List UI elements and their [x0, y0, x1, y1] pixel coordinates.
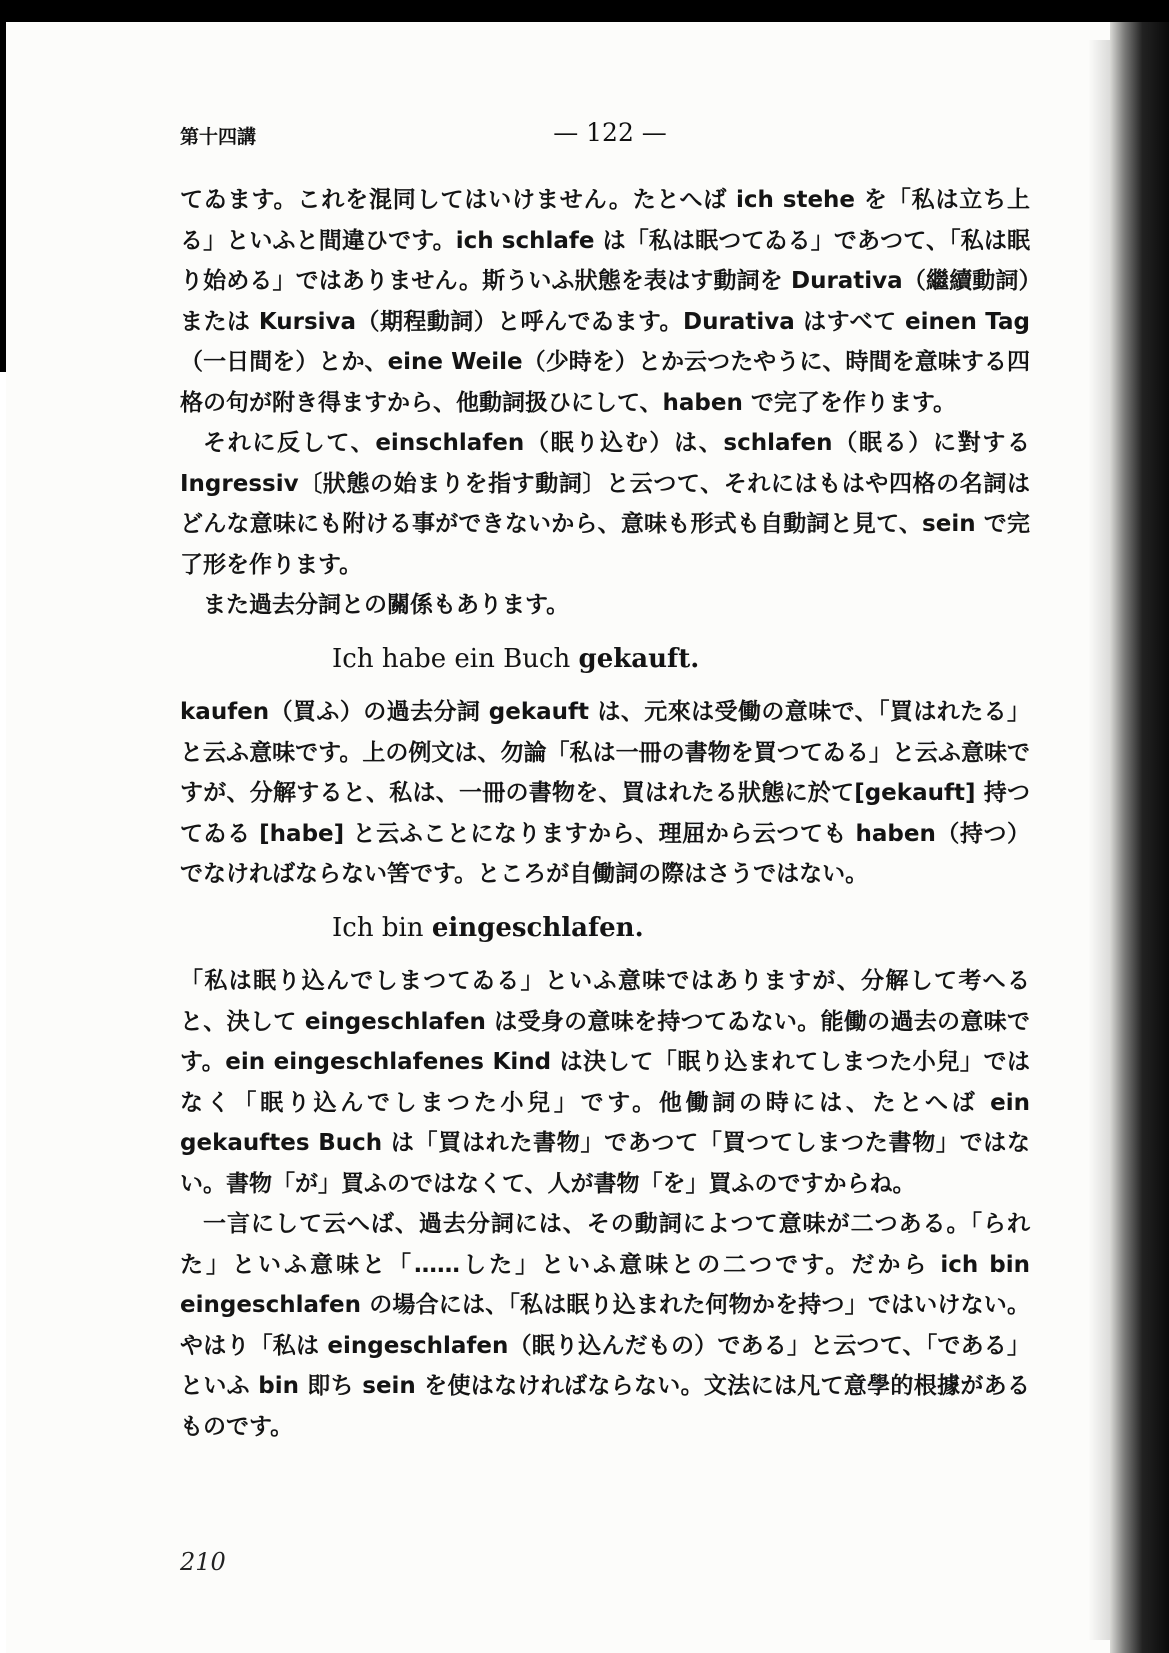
example-plain: Ich habe ein Buch — [332, 643, 571, 674]
paragraph-eingeschlafen: 「私は眠り込んでしまつてゐる」といふ意味ではありますが、分解して考へると、決して eingeschlafen は受身の意味を持つてゐない。能働の過去の意味です。ein eingeschlafenes Kind は決して「眠り込まれてしまつた小兒」ではなく「眠り込んでしまつた小兒」です。他働詞の時には、たとへば ein gekauftes Buch は「買はれた書物」であつて「買つてしまつた書物」ではない。書物「が」買ふのではなくて、人が書物「を」買ふのですからね。 — [180, 968, 1030, 1197]
running-head — [180, 118, 1020, 158]
page-body — [180, 180, 1030, 1447]
folio-number: 210 — [180, 1548, 226, 1576]
chapter-label: 第十四講 — [180, 126, 257, 148]
page-number: — 122 — — [553, 118, 667, 147]
paragraph-kaufen: kaufen（買ふ）の過去分詞 gekauft は、元來は受働の意味で、「買はれたる」と云ふ意味です。上の例文は、勿論「私は一冊の書物を買つてゐる」と云ふ意味ですが、分解すると、私は、一冊の書物を、買はれたる狀態に於て[gekauft] 持つてゐる [habe] と云ふことになりますから、理屈から云つても haben（持つ）でなければならない筈です。ところが自働詞の際はさうではない。 — [180, 699, 1030, 887]
paragraph-ingressiv: それに反して、einschlafen（眠り込む）は、schlafen（眠る）に對する Ingressiv〔狀態の始まりを指す動詞〕と云つて、それにはもはや四格の名詞はどんな意味にも附ける事ができないから、意味も形式も自動詞と見て、sein で完了形を作ります。 — [180, 430, 1030, 578]
paragraph-participle-intro: また過去分詞との關係もあります。 — [203, 592, 570, 618]
example-emphasis: gekauft. — [578, 643, 700, 674]
example-sentence-eingeschlafen — [180, 908, 1030, 949]
paragraph-durativa: てゐます。これを混同してはいけません。たとへば ich stehe を「私は立ち上る」といふと間違ひです。ich schlafe は「私は眠つてゐる」であつて、「私は眠り始める」ではありません。斯ういふ狀態を表はす動詞を Durativa（繼續動詞）または Kursiva（期程動詞）と呼んでゐます。Durativa はすべて einen Tag（一日間を）とか、eine Weile（少時を）とか云つたやうに、時間を意味する四格の句が附き得ますから、他動詞扱ひにして、haben で完了を作ります。 — [180, 187, 1030, 416]
paragraph-summary: 一言にして云へば、過去分詞には、その動詞によつて意味が二つある。「られた」といふ意味と「……した」といふ意味との二つです。だから ich bin eingeschlafen の場合には、「私は眠り込まれた何物かを持つ」ではいけない。やはり「私は eingeschlafen（眠り込んだもの）である」と云つて、「である」といふ bin 即ち sein を使はなければならない。文法には凡て意學的根據があるものです。 — [180, 1211, 1030, 1440]
scan-border-top — [0, 0, 1169, 22]
example-emphasis: eingeschlafen. — [431, 912, 644, 943]
example-sentence-gekauft — [180, 639, 1030, 680]
page-edge — [1110, 22, 1169, 1653]
example-plain: Ich bin — [332, 912, 424, 943]
